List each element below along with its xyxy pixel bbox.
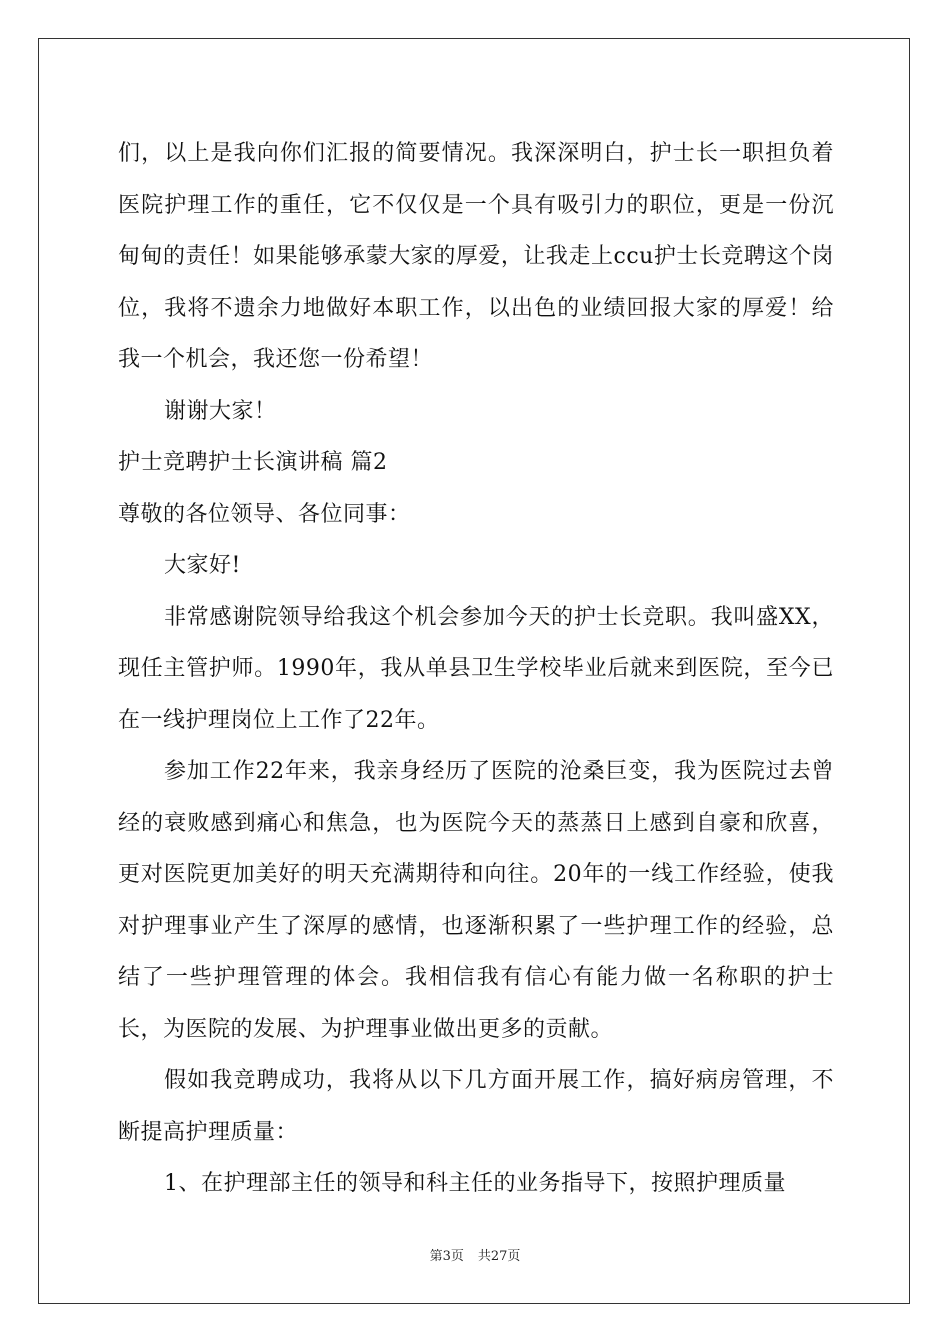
paragraph-1: 们，以上是我向你们汇报的简要情况。我深深明白，护士长一职担负着医院护理工作的重任，它不仅仅是一个具有吸引力的职位，更是一份沉甸甸的责任！如果能够承蒙大家的厚爱，让我走上ccu护士长竞聘这个岗位，我将不遗余力地做好本职工作，以出色的业绩回报大家的厚爱！给我一个机会，我还您一份希望！: [118, 141, 834, 372]
paragraph-intro: 非常感谢院领导给我这个机会参加今天的护士长竞职。我叫盛XX，现任主管护师。1990年，我从单县卫生学校毕业后就来到医院，至今已在一线护理岗位上工作了22年。: [118, 604, 834, 733]
paragraph-plan: 假如我竞聘成功，我将从以下几方面开展工作，搞好病房管理，不断提高护理质量：: [118, 1068, 834, 1145]
document-body: [118, 128, 834, 1210]
section-title: 护士竞聘护士长演讲稿 篇2: [118, 450, 388, 475]
greeting: 大家好!: [164, 553, 241, 578]
page-number: 第3页: [429, 1249, 464, 1264]
paragraph-item-1: 1、在护理部主任的领导和科主任的业务指导下，按照护理质量: [164, 1171, 786, 1196]
salutation: 尊敬的各位领导、各位同事：: [118, 501, 411, 527]
paragraph-experience: 参加工作22年来，我亲身经历了医院的沧桑巨变，我为医院过去曾经的衰败感到痛心和焦急，也为医院今天的蒸蒸日上感到自豪和欣喜，更对医院更加美好的明天充满期待和向往。20年的一线工作经验，使我对护理事业产生了深厚的感情，也逐渐积累了一些护理工作的经验，总结了一些护理管理的体会。我相信我有信心有能力做一名称职的护士长，为医院的发展、为护理事业做出更多的贡献。: [118, 759, 834, 1042]
paragraph-thanks: 谢谢大家！: [164, 398, 277, 424]
page-footer: [0, 1245, 950, 1264]
page-total: 共27页: [477, 1249, 521, 1264]
